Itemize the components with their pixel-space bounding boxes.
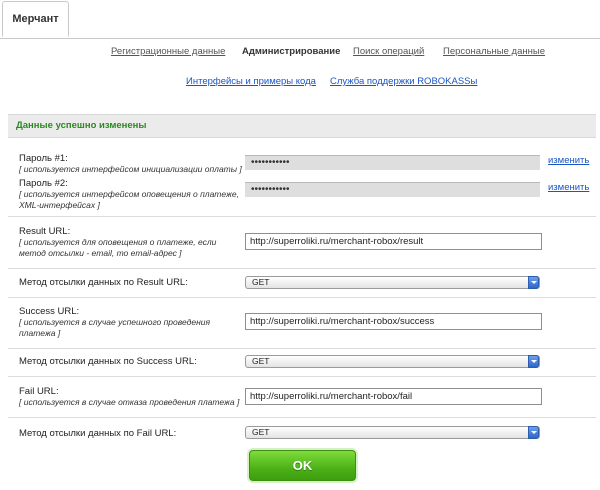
nav-support[interactable]: Служба поддержки ROBOKASSы bbox=[330, 76, 478, 87]
success-url-hint: [ используется в случае успешного проведения платежа ] bbox=[19, 317, 211, 338]
chevron-down-icon[interactable] bbox=[528, 355, 539, 368]
password1-hint: [ используется интерфейсом инициализации оплаты ] bbox=[19, 164, 242, 174]
success-method-label: Метод отсылки данных по Success URL: bbox=[19, 356, 197, 367]
divider bbox=[8, 376, 596, 377]
result-url-label: Result URL: bbox=[19, 226, 71, 237]
divider bbox=[8, 348, 596, 349]
tab-bar bbox=[0, 0, 600, 39]
fail-url-input[interactable]: http://superroliki.ru/merchant-robox/fail bbox=[245, 388, 542, 405]
result-method-label: Метод отсылки данных по Result URL: bbox=[19, 277, 188, 288]
nav-search-operations[interactable]: Поиск операций bbox=[353, 46, 425, 57]
nav-registration-data[interactable]: Регистрационные данные bbox=[111, 46, 226, 57]
fail-method-select[interactable] bbox=[245, 426, 540, 439]
result-url-hint: [ используется для оповещения о платеже, если метод отсылки - email, то email-адрес ] bbox=[19, 237, 217, 258]
nav-interfaces-code-examples[interactable]: Интерфейсы и примеры кода bbox=[186, 76, 316, 87]
password2-label: Пароль #2: bbox=[19, 178, 68, 189]
password2-field[interactable]: ••••••••••• bbox=[245, 182, 540, 197]
password2-hint: [ используется интерфейсом оповещения о платеже, XML-интерфейсах ] bbox=[19, 189, 239, 210]
result-url-input[interactable]: http://superroliki.ru/merchant-robox/result bbox=[245, 233, 542, 250]
password1-change-link[interactable]: изменить bbox=[548, 155, 590, 166]
divider bbox=[8, 417, 596, 418]
fail-url-label: Fail URL: bbox=[19, 386, 59, 397]
success-method-value: GET bbox=[252, 356, 270, 366]
success-method-select[interactable] bbox=[245, 355, 540, 368]
nav-administration[interactable]: Администрирование bbox=[242, 46, 341, 57]
nav-personal-data[interactable]: Персональные данные bbox=[443, 46, 545, 57]
success-url-label: Success URL: bbox=[19, 306, 80, 317]
tab-merchant[interactable]: Мерчант bbox=[2, 1, 69, 37]
password2-change-link[interactable]: изменить bbox=[548, 182, 590, 193]
divider bbox=[8, 216, 596, 217]
success-url-input[interactable]: http://superroliki.ru/merchant-robox/success bbox=[245, 313, 542, 330]
ok-button[interactable]: OK bbox=[249, 450, 356, 481]
result-method-select[interactable] bbox=[245, 276, 540, 289]
divider bbox=[8, 268, 596, 269]
chevron-down-icon[interactable] bbox=[528, 426, 539, 439]
fail-method-value: GET bbox=[252, 427, 270, 437]
success-banner: Данные успешно изменены bbox=[8, 114, 596, 138]
fail-url-hint: [ используется в случае отказа проведения платежа ] bbox=[19, 397, 240, 407]
fail-method-label: Метод отсылки данных по Fail URL: bbox=[19, 428, 177, 439]
password1-label: Пароль #1: bbox=[19, 153, 68, 164]
result-method-value: GET bbox=[252, 277, 270, 287]
chevron-down-icon[interactable] bbox=[528, 276, 539, 289]
password1-field[interactable]: ••••••••••• bbox=[245, 155, 540, 170]
divider bbox=[8, 297, 596, 298]
